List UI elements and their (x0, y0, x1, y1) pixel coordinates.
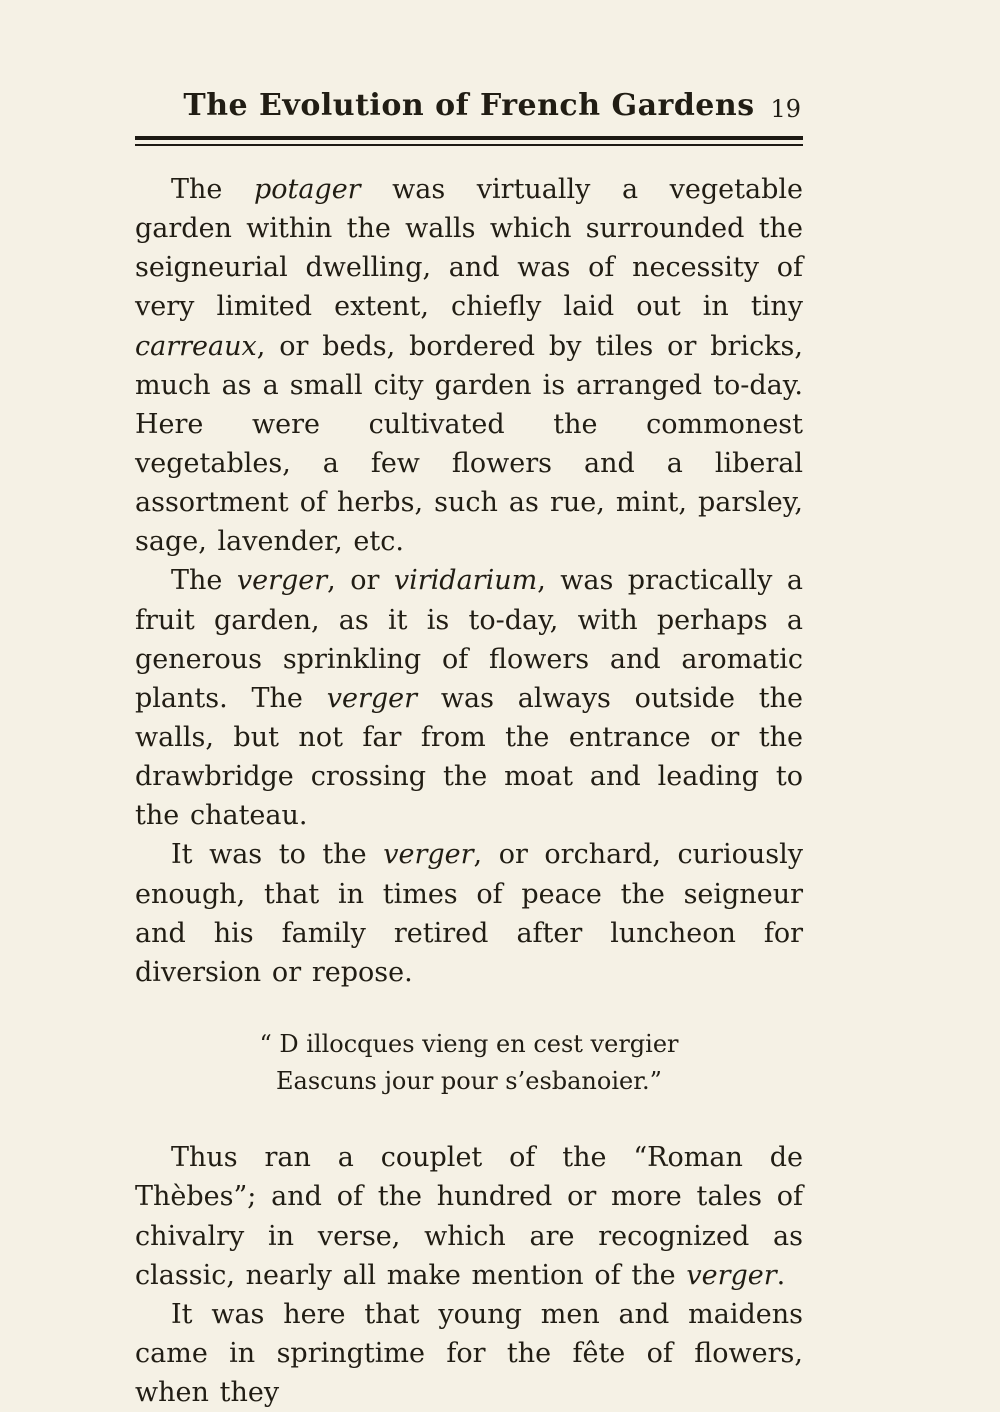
page-title: The Evolution of French Gardens (183, 88, 755, 123)
text-run: , or (327, 565, 394, 597)
italic-term-verger: verger (686, 1259, 777, 1291)
paragraph-verger (135, 561, 803, 835)
italic-term-viridarium: viridarium (393, 565, 538, 597)
paragraph-couplet (135, 1138, 803, 1295)
paragraph-potager (135, 170, 803, 561)
text-run: It was here that young men and maidens came in springtime for the fête of flowers, when they (135, 1298, 803, 1409)
italic-term-verger: verger (383, 839, 474, 871)
text-run: was always outside the walls, but not far from the entrance or the drawbridge crossing the moat and leading to the chateau. (135, 682, 803, 832)
text-run: The (171, 565, 237, 597)
page-header (135, 88, 803, 134)
italic-term-verger: verger (326, 682, 418, 714)
page-body (135, 170, 803, 1412)
italic-term-verger: verger (236, 565, 328, 597)
quote-line-2: Eascuns jour pour s’esbanoier.” (276, 1067, 662, 1096)
quote-line-1: “ D illocques vieng en cest vergier (259, 1029, 679, 1058)
paragraph-orchard (135, 835, 803, 992)
italic-term-carreaux: carreaux (135, 330, 257, 362)
text-run: It was to the (171, 839, 384, 871)
text-run: Thus ran a couplet of the “Roman de Thèbes”; and of the hundred or more tales of chivalry in verse, which are recognized as classic, nearly all make mention of the (135, 1142, 803, 1291)
page-number: 19 (770, 95, 801, 123)
text-run: , was practically a fruit garden, as it is to-day, with perhaps a generous sprinkling of flowers and aromatic plants. The (135, 565, 804, 714)
text-run: , or beds, bordered by tiles or bricks, much as a small city garden is arranged to-day. Here were cultivated the commonest vegetables, a few flowers and a liberal assortment of herbs, such as rue, mint, parsley, sage, lavender, etc. (135, 330, 803, 558)
paragraph-springtime (135, 1295, 803, 1412)
text-run: The (171, 174, 254, 205)
verse-quote (135, 1026, 803, 1100)
text-run: . (776, 1259, 786, 1291)
text-run: , or orchard, curiously enough, that in times of peace the seigneur and his family retired after luncheon for diversion or repose. (135, 839, 803, 988)
italic-term-potager: potager (253, 174, 361, 205)
book-page (135, 88, 803, 1412)
header-double-rule (135, 136, 803, 146)
text-run: was virtually a vegetable garden within the walls which surrounded the seigneurial dwelling, and was of necessity of very limited extent, chiefly laid out in tiny (135, 174, 803, 323)
